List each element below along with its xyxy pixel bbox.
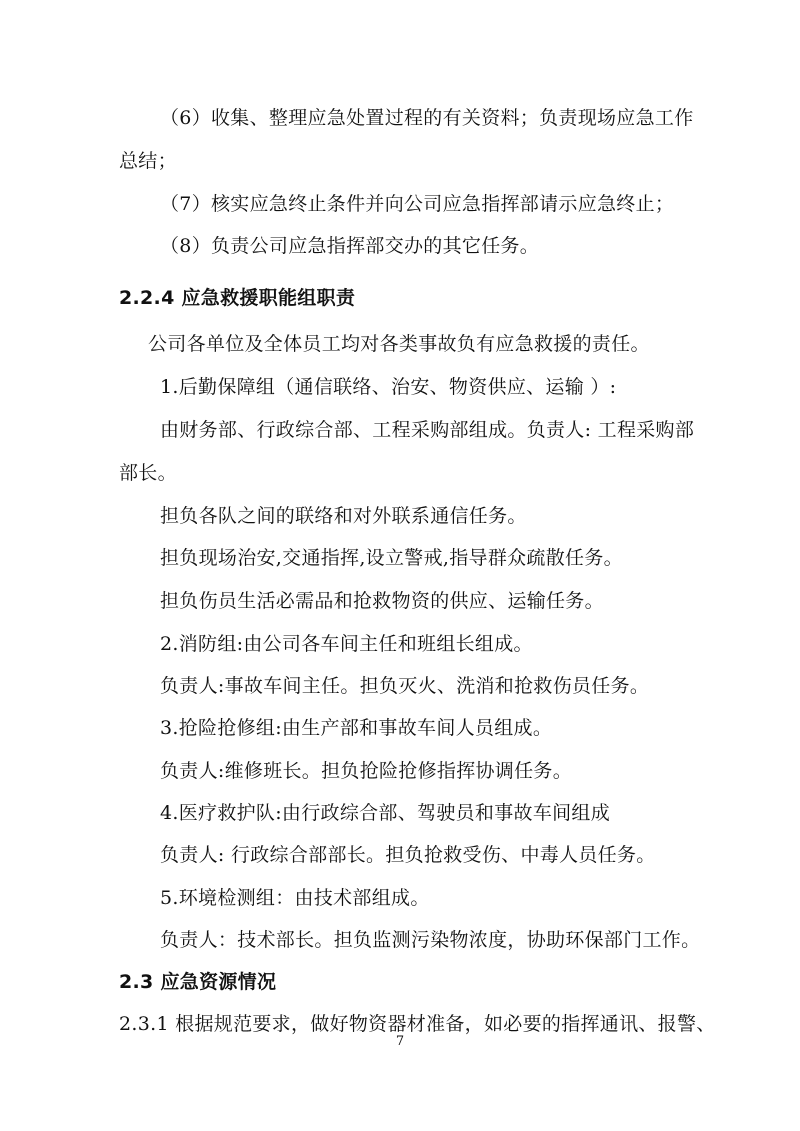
paragraph-line-logistics-duty1: 担负各队之间的联络和对外联系通信任务。 xyxy=(160,505,527,527)
paragraph-line-fire-lead: 负责人:事故车间主任。担负灭火、洗消和抢救伤员任务。 xyxy=(160,675,650,697)
paragraph-line-repair-lead: 负责人:维修班长。担负抢险抢修指挥协调任务。 xyxy=(160,760,573,782)
paragraph-line-logistics-duty2: 担负现场治安,交通指挥,设立警戒,指导群众疏散任务。 xyxy=(160,547,623,569)
paragraph-line-logistics-duty3: 担负伤员生活必需品和抢救物资的供应、运输任务。 xyxy=(160,590,604,612)
page-number: 7 xyxy=(395,1034,405,1049)
paragraph-line-item8: （8）负责公司应急指挥部交办的其它任务。 xyxy=(160,235,540,257)
paragraph-line-intro: 公司各单位及全体员工均对各类事故负有应急救援的责任。 xyxy=(148,333,650,355)
paragraph-line-item7: （7）核实应急终止条件并向公司应急指挥部请示应急终止； xyxy=(160,193,675,215)
paragraph-line-logistics-members-cont: 部长。 xyxy=(119,462,177,484)
paragraph-line-item6-cont: 总结； xyxy=(119,150,177,172)
list-item-logistics: 1.后勤保障组（通信联络、治安、物资供应、运输 ）: xyxy=(160,376,617,398)
paragraph-line-logistics-members: 由财务部、行政综合部、工程采购部组成。负责人: 工程采购部 xyxy=(160,419,695,441)
paragraph-line-environment-lead: 负责人：技术部长。担负监测污染物浓度，协助环保部门工作。 xyxy=(160,929,701,951)
list-item-fire: 2.消防组:由公司各车间主任和班组长组成。 xyxy=(160,633,533,655)
list-item-medical: 4.医疗救护队:由行政综合部、驾驶员和事故车间组成 xyxy=(160,802,611,824)
list-item-environment: 5.环境检测组：由技术部组成。 xyxy=(160,887,430,909)
paragraph-line-2-3-1: 2.3.1 根据规范要求，做好物资器材准备，如必要的指挥通讯、报警、 xyxy=(119,1013,716,1035)
paragraph-line-item6: （6）收集、整理应急处置过程的有关资料；负责现场应急工作 xyxy=(160,107,694,129)
section-heading-2-3: 2.3 应急资源情况 xyxy=(119,971,277,993)
paragraph-line-medical-lead: 负责人: 行政综合部部长。担负抢救受伤、中毒人员任务。 xyxy=(160,844,656,866)
list-item-repair: 3.抢险抢修组:由生产部和事故车间人员组成。 xyxy=(160,717,553,739)
section-heading-2-2-4: 2.2.4 应急救援职能组职责 xyxy=(119,287,356,309)
